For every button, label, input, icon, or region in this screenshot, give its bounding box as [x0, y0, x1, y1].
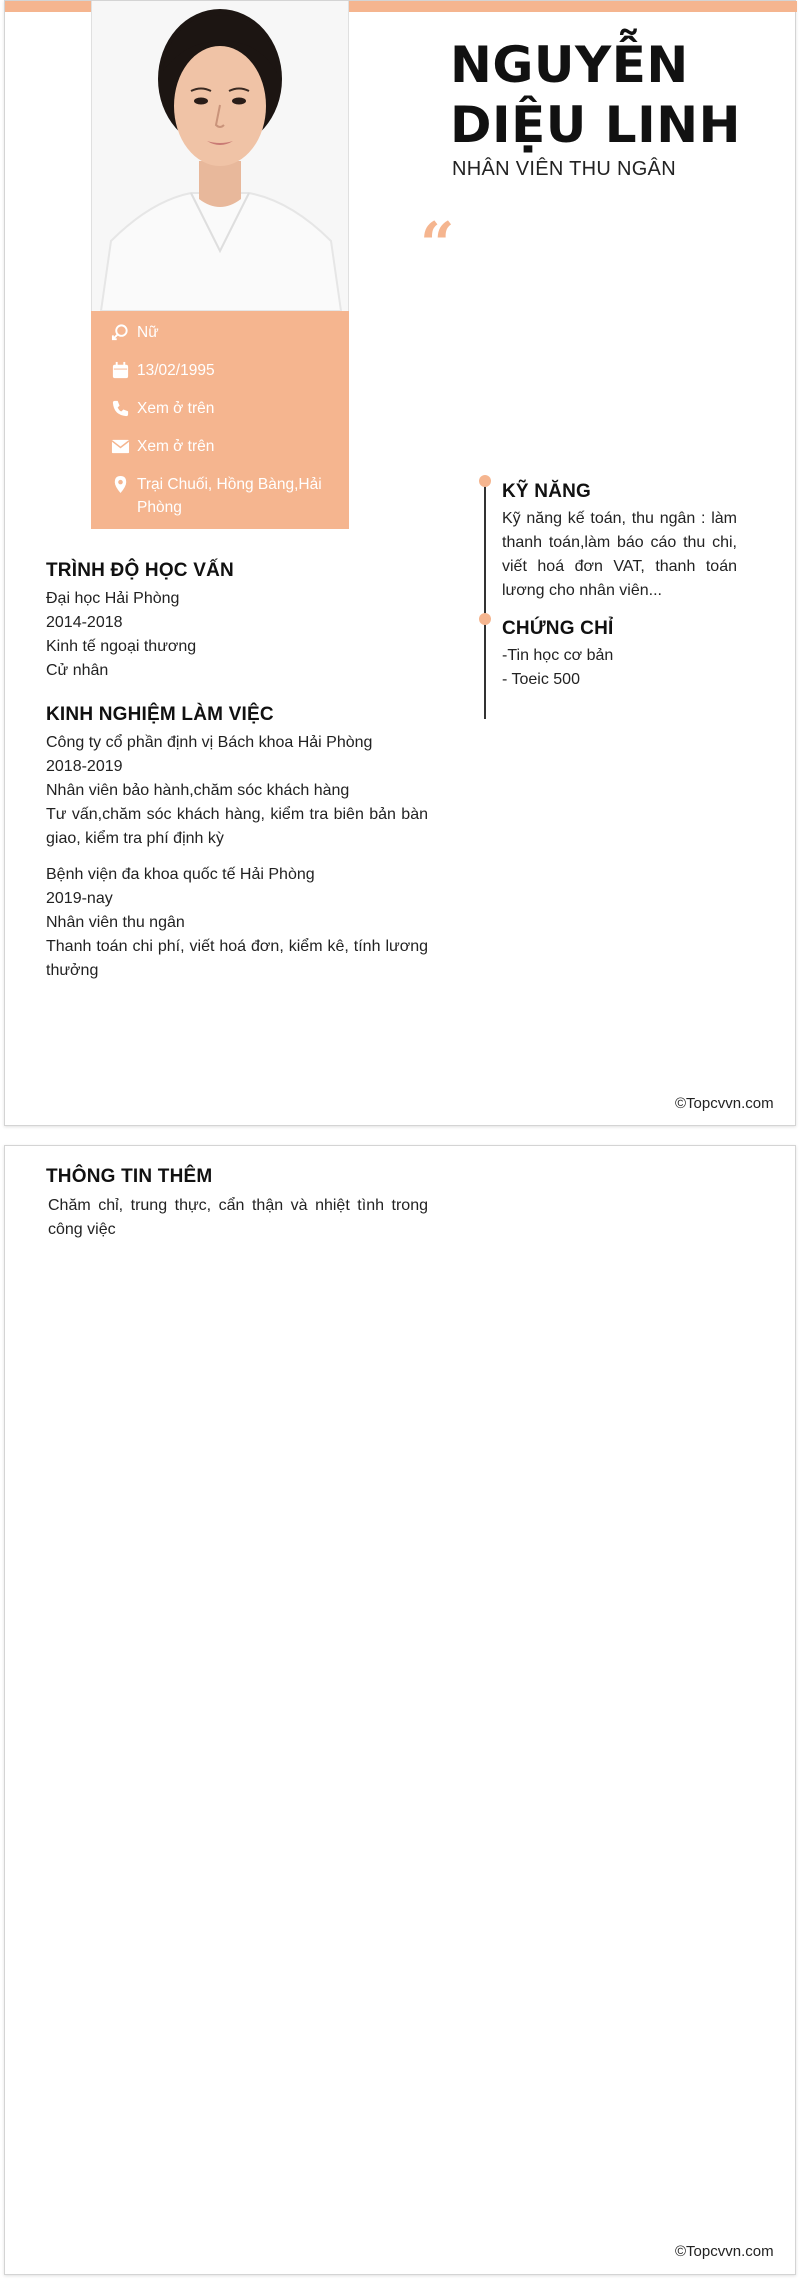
- email-icon: [109, 435, 131, 457]
- birthdate-row: [109, 359, 331, 382]
- education-heading: TRÌNH ĐỘ HỌC VẤN: [46, 560, 234, 581]
- experience-heading: KINH NGHIỆM LÀM VIỆC: [46, 704, 274, 725]
- timeline-dot-skills: [479, 475, 491, 487]
- timeline-line: [484, 479, 486, 719]
- phone-icon: [109, 397, 131, 419]
- job-company: Công ty cổ phần định vị Bách khoa Hải Phòng: [46, 734, 373, 751]
- calendar-icon: [109, 359, 131, 381]
- additional-info-heading: THÔNG TIN THÊM: [46, 1166, 213, 1187]
- location-pin-icon: [109, 473, 131, 495]
- gender-icon: [109, 321, 131, 343]
- education-school: Đại học Hải Phòng: [46, 590, 180, 607]
- skills-heading: KỸ NĂNG: [502, 481, 592, 502]
- address-value: Trại Chuối, Hồng Bàng,Hải Phòng: [137, 476, 322, 516]
- certificate-item: -Tin học cơ bản: [502, 647, 614, 664]
- address-row: [109, 473, 331, 519]
- skills-text: Kỹ năng kế toán, thu ngân : làm thanh toán,làm báo cáo thu chi, viết hoá đơn VAT, thanh toán lương cho nhân viên...: [502, 510, 737, 599]
- job-company: Bệnh viện đa khoa quốc tế Hải Phòng: [46, 866, 315, 883]
- certificates-heading: CHỨNG CHỈ: [502, 618, 614, 639]
- phone-value: Xem ở trên: [137, 400, 215, 417]
- footer-copyright: ©Topcvvn.com: [675, 2243, 774, 2260]
- education-degree: Cử nhân: [46, 662, 109, 679]
- candidate-name: NGUYỄN DIỆU LINH: [450, 36, 741, 154]
- gender-value: Nữ: [137, 324, 159, 341]
- email-value: Xem ở trên: [137, 438, 215, 455]
- personal-info-box: [91, 311, 349, 529]
- job-period: 2019-nay: [46, 890, 113, 907]
- profile-photo: [91, 1, 349, 311]
- footer-copyright: ©Topcvvn.com: [675, 1095, 774, 1112]
- cv-page-1: [4, 0, 796, 1126]
- cv-page-2: [4, 1145, 796, 2275]
- job-description: Tư vấn,chăm sóc khách hàng, kiểm tra biên bản bàn giao, kiểm tra phí định kỳ: [46, 806, 428, 847]
- phone-row: [109, 397, 331, 420]
- timeline-dot-certificates: [479, 613, 491, 625]
- accent-bar-left: [5, 1, 91, 12]
- job-description: Thanh toán chi phí, viết hoá đơn, kiểm kê, tính lương thưởng: [46, 938, 428, 979]
- education-major: Kinh tế ngoại thương: [46, 638, 197, 655]
- accent-bar-right: [349, 1, 797, 12]
- job-period: 2018-2019: [46, 758, 123, 775]
- birthdate-value: 13/02/1995: [137, 362, 215, 379]
- candidate-job-title: NHÂN VIÊN THU NGÂN: [452, 158, 676, 180]
- email-row: [109, 435, 331, 458]
- quote-mark-icon: “: [420, 210, 455, 280]
- job-position: Nhân viên thu ngân: [46, 914, 185, 931]
- certificate-item: - Toeic 500: [502, 671, 580, 688]
- job-position: Nhân viên bảo hành,chăm sóc khách hàng: [46, 782, 350, 799]
- additional-info-text: Chăm chỉ, trung thực, cẩn thận và nhiệt tình trong công việc: [48, 1197, 428, 1238]
- education-period: 2014-2018: [46, 614, 123, 631]
- gender-row: [109, 321, 331, 344]
